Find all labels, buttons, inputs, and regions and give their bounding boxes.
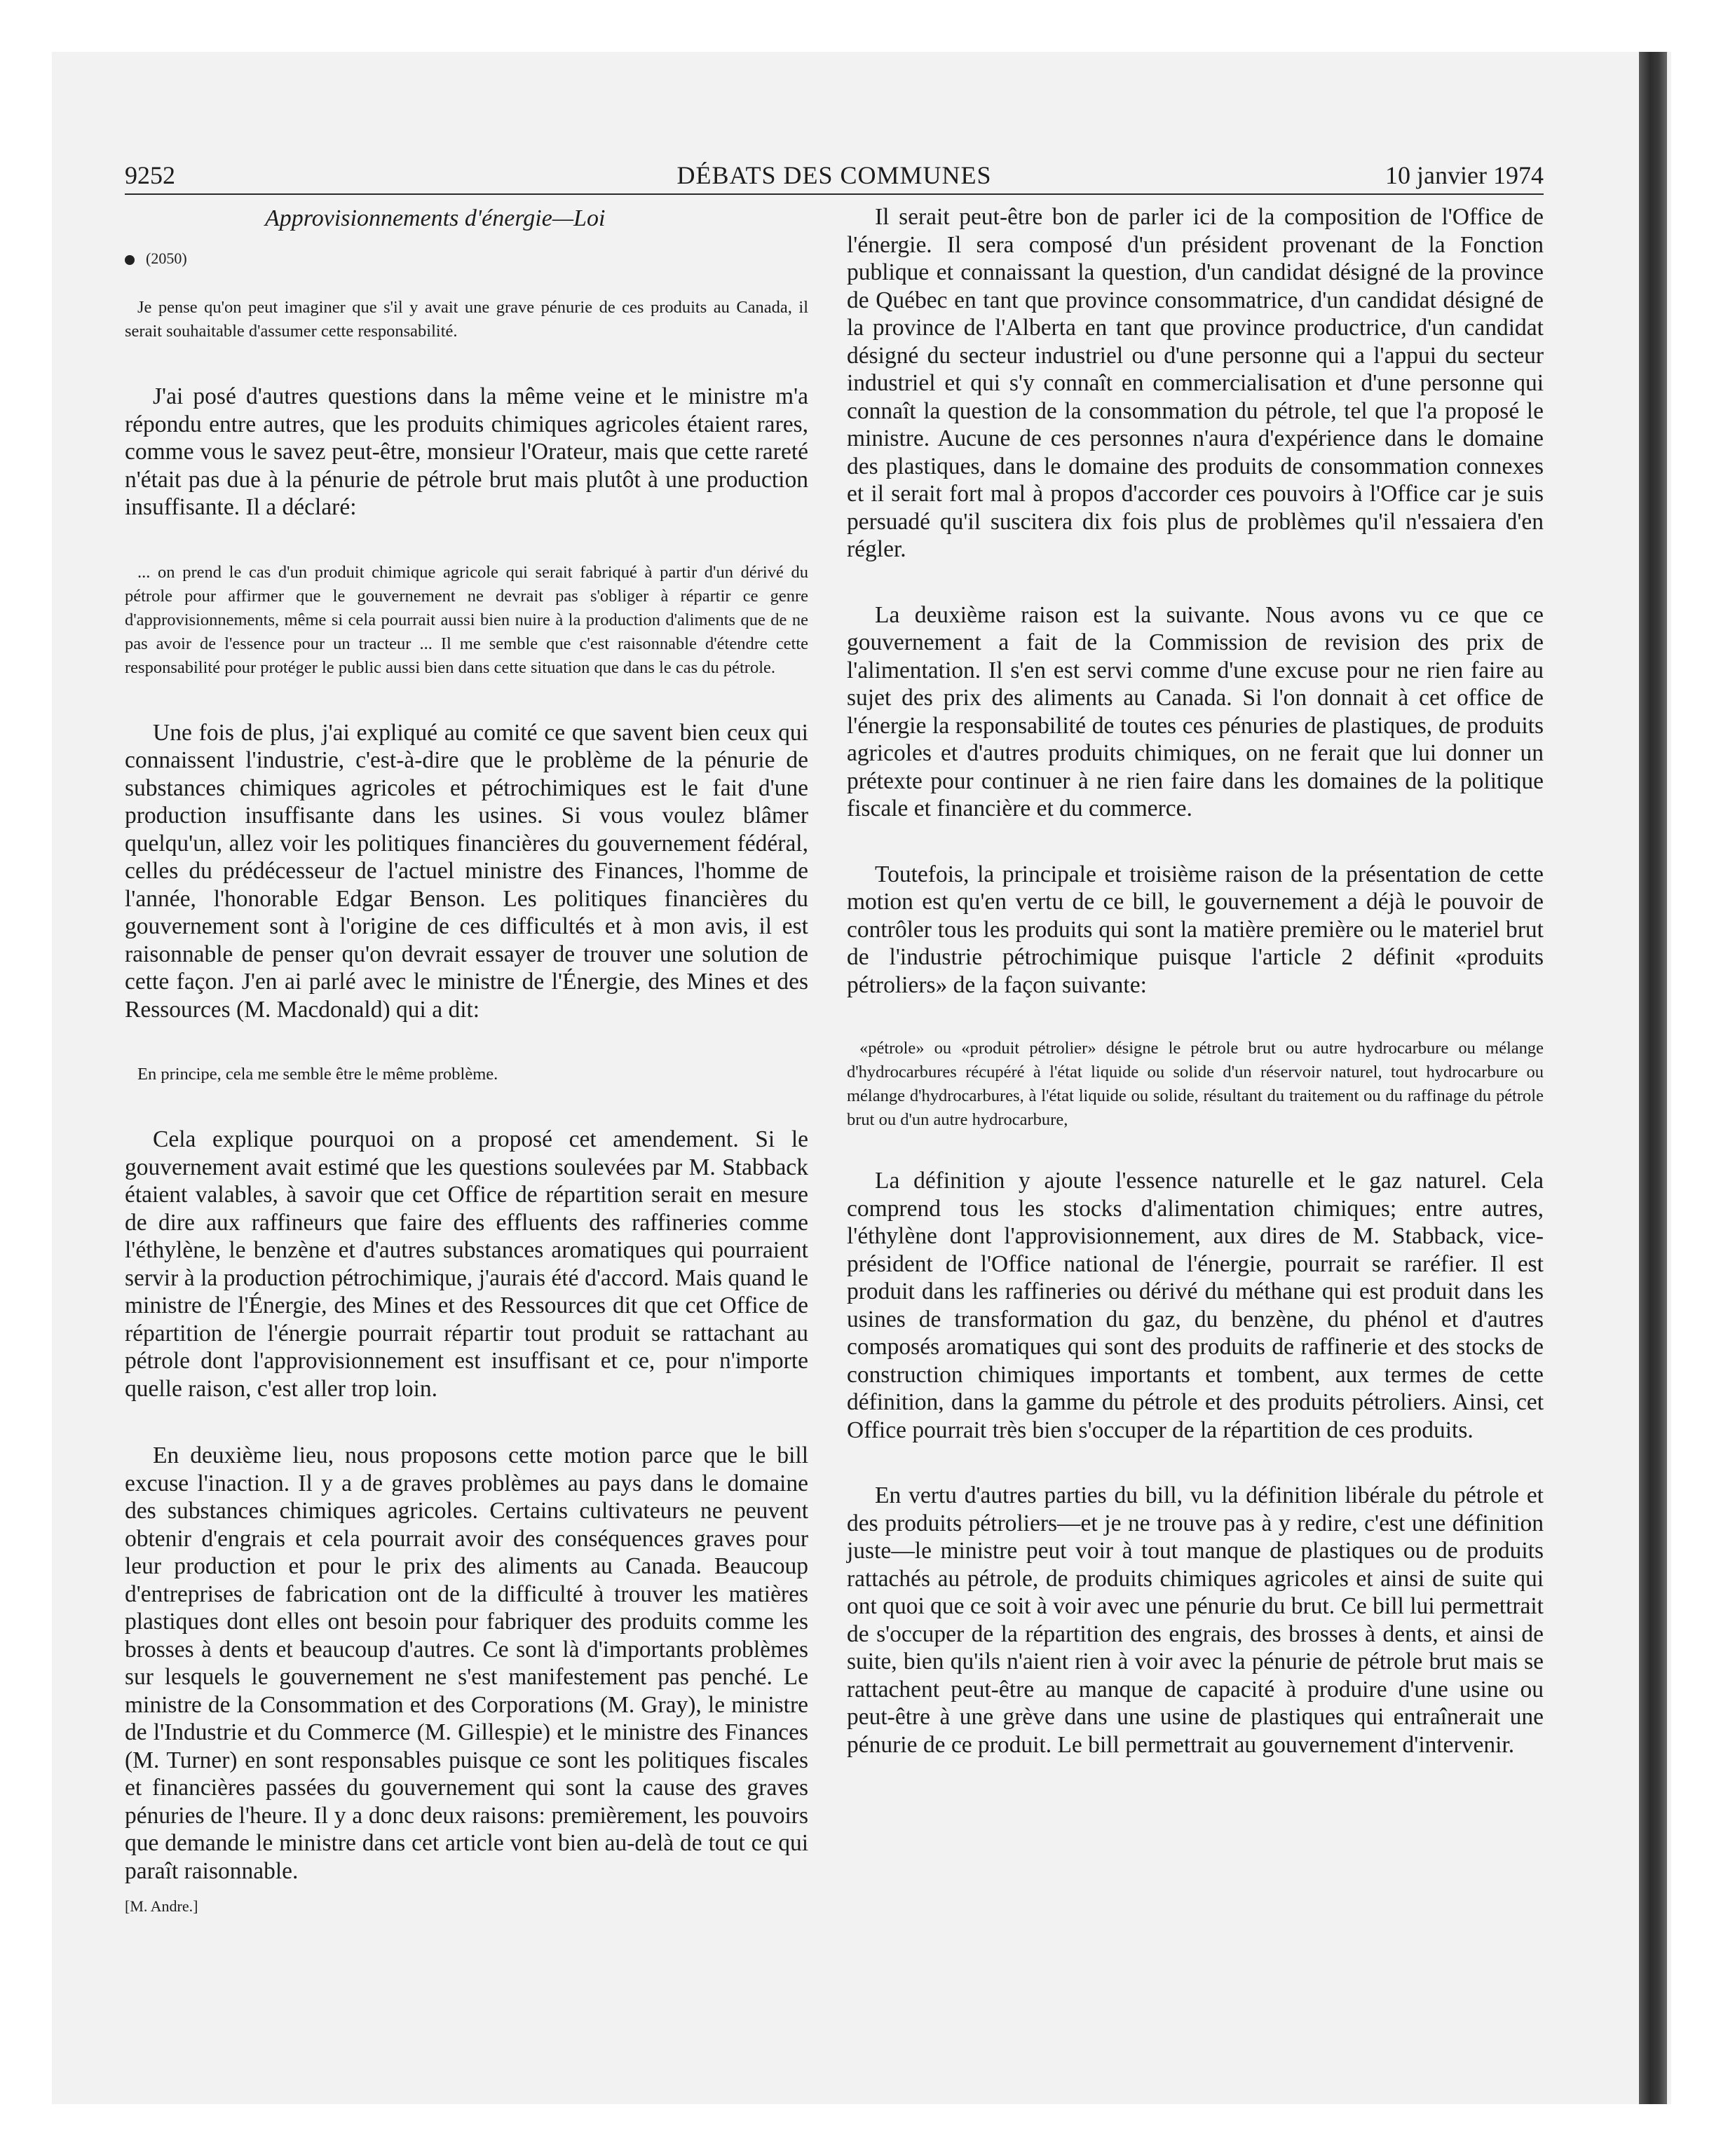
body-paragraph: Une fois de plus, j'ai expliqué au comité ce que savent bien ceux qui connaissent l'industrie, c'est-à-dire que le problème de la pénurie de substances chimiques agricoles et pétrochimiques est le fait d'une production insuffisante dans les usines. Si vous voulez blâmer quelqu'un, allez voir les politiques financières du gouvernement fédéral, celles du prédécesseur de l'actuel ministre des Finances, l'homme de l'année, l'honorable Edgar Benson. Les politiques financières du gouvernement sont à l'origine de ces difficultés et à mon avis, il est raisonnable de penser qu'on devrait essayer de trouver une solution de cette façon. J'en ai parlé avec le ministre de l'Énergie, des Mines et des Ressources (M. Macdonald) qui a dit: <box>125 719 808 1023</box>
body-paragraph: En deuxième lieu, nous proposons cette motion parce que le bill excuse l'inaction. Il y a de graves problèmes au pays dans le domaine des substances chimiques agricoles. Certains cultivateurs ne peuvent obtenir d'engrais et cela pourrait avoir des conséquences graves pour leur production et pour le prix des aliments au Canada. Beaucoup d'entreprises de fabrication ont de la difficulté à trouver les matières plastiques dont elles ont besoin pour fabriquer des produits comme les brosses à dents et beaucoup d'autres. Ce sont là d'importants problèmes sur lesquels le gouvernement ne s'est manifestement pas penché. Le ministre de la Consommation et des Corporations (M. Gray), le ministre de l'Industrie et du Commerce (M. Gillespie) et le ministre des Finances (M. Turner) en sont responsables puisque ce sont les politiques fiscales et financières passées du gouvernement qui sont la cause des graves pénuries de l'heure. Il y a donc deux raisons: premièrement, les pouvoirs que demande le ministre dans cet article vont bien au-delà de tout ce qui paraît raisonnable. <box>125 1442 808 1884</box>
bullet-dot-icon <box>125 255 135 265</box>
page-header <box>125 158 1544 195</box>
quote-paragraph: «pétrole» ou «produit pétrolier» désigne le pétrole brut ou autre hydrocarbure ou mélange d'hydrocarbures récupéré à l'état liquide ou solide d'un réservoir naturel, tout hydrocarbure ou mélange d'hydrocarbures, à l'état liquide ou solide, résultant du traitement ou du raffinage du pétrole brut ou d'un autre hydrocarbure, <box>847 1039 1544 1129</box>
page-number: 9252 <box>125 161 175 189</box>
body-paragraph: Toutefois, la principale et troisième raison de la présentation de cette motion est qu'en vertu de ce bill, le gouvernement a déjà le pouvoir de contrôler tous les produits qui sont la matière première ou le materiel brut de l'industrie pétrochimique puisque l'article 2 définit «produits pétroliers» de la façon suivante: <box>847 861 1544 998</box>
right-column <box>847 203 1544 1796</box>
body-paragraph: La définition y ajoute l'essence naturelle et le gaz naturel. Cela comprend tous les stocks d'alimentation chimiques; entre autres, l'éthylène dont l'approvisionnement, aux dires de M. Stabback, vice-président de l'Office national de l'énergie, pourrait se raréfier. Il est produit dans les raffineries ou dérivé du méthane qui est produit dans les usines de transformation du gaz, du benzène, du phénol et d'autres composés aromatiques qui sont des produits de raffinerie et des stocks de construction chimiques importants et tombent, aux termes de cette définition, dans la gamme du pétrole et des produits pétroliers. Ainsi, cet Office pourrait très bien s'occuper de la répartition de ces produits. <box>847 1168 1544 1443</box>
left-column <box>125 203 808 1917</box>
quote-paragraph: Je pense qu'on peut imaginer que s'il y avait une grave pénurie de ces produits au Canada, il serait souhaitable d'assumer cette responsabilité. <box>125 298 808 341</box>
publication-title: DÉBATS DES COMMUNES <box>676 161 992 189</box>
quote-paragraph: ... on prend le cas d'un produit chimique agricole qui serait fabriqué à partir d'un dérivé du pétrole pour affirmer que le gouvernement ne devrait pas s'obliger à répartir ce genre d'approvisionnements, même si cela pourrait aussi bien nuire à la production d'aliments que de ne pas avoir de l'essence pour un tracteur ... Il me semble que c'est raisonnable d'étendre cette responsabilité pour protéger le public aussi bien dans cette situation que dans le cas du pétrole. <box>125 562 808 677</box>
quote-paragraph: En principe, cela me semble être le même problème. <box>137 1065 498 1084</box>
body-paragraph: Il serait peut-être bon de parler ici de la composition de l'Office de l'énergie. Il sera composé d'un président provenant de la Fonction publique et connaissant la question, d'un candidat désigné de la province de Québec en tant que province consommatrice, d'un candidat désigné de la province de l'Alberta en tant que province productrice, d'un candidat désigné du secteur industriel ou d'une personne qui a l'appui du secteur industriel et qui s'y connaît en commercialisation et d'une personne qui connaît la question de la consommation du pétrole, tel que l'a proposé le ministre. Aucune de ces personnes n'aura d'expérience dans le domaine des plastiques, dans le domaine des produits de consommation connexes et il serait fort mal à propos d'accorder ces pouvoirs à l'Office car je suis persuadé qu'il suscitera dix fois plus de problèmes qu'il n'essaiera d'en régler. <box>847 204 1544 562</box>
speaker-attribution: [M. Andre.] <box>125 1897 198 1915</box>
body-paragraph: La deuxième raison est la suivante. Nous avons vu ce que ce gouvernement a fait de la Commission de revision des prix de l'alimentation. Il s'en est servi comme d'une excuse pour ne rien faire au sujet des prix des aliments au Canada. Si l'on donnait à cet office de l'énergie la responsabilité de toutes ces pénuries de plastiques, de produits agricoles et d'autres produits chimiques, on ne ferait que lui donner un prétexte pour continuer à ne rien faire dans les domaines de la politique fiscale et financière et du commerce. <box>847 601 1544 821</box>
body-paragraph: En vertu d'autres parties du bill, vu la définition libérale du pétrole et des produits pétroliers—et je ne trouve pas à y redire, c'est une définition juste—le ministre peut voir à tout manque de plastiques ou de produits rattachés au pétrole, de produits chimiques agricoles et ainsi de suite qui ont quoi que ce soit à voir avec une pénurie du brut. Ce bill lui permettrait de s'occuper de la répartition des engrais, des brosses à dents, et ainsi de suite, bien qu'ils n'aient rien à voir avec la pénurie de pétrole brut mais se rattachent peut-être au manque de capacité à produire d'une usine ou peut-être à une grève dans une usine de plastiques qui entraînerait une pénurie de ce produit. Le bill permettrait au gouvernement d'intervenir. <box>847 1482 1544 1758</box>
time-stamp-text: (2050) <box>146 250 187 267</box>
scan-edge-shadow <box>1639 52 1667 2104</box>
body-paragraph: Cela explique pourquoi on a proposé cet amendement. Si le gouvernement avait estimé que les questions soulevées par M. Stabback étaient valables, à savoir que cet Office de répartition serait en mesure de dire aux raffineurs que faire des effluents des raffineries comme l'éthylène, le benzène et d'autres substances aromatiques qui pourraient servir à la production pétrochimique, j'aurais été d'accord. Mais quand le ministre de l'Énergie, des Mines et des Ressources dit que cet Office de répartition de l'énergie pourrait répartir tout produit se rattachant au pétrole dont l'approvisionnement est insuffisant et ce, pour n'importe quelle raison, c'est aller trop loin. <box>125 1126 808 1402</box>
time-stamp <box>125 247 808 271</box>
bill-subtitle: Approvisionnements d'énergie—Loi <box>265 205 606 231</box>
body-paragraph: J'ai posé d'autres questions dans la même veine et le ministre m'a répondu entre autres, que les produits chimiques agricoles étaient rares, comme vous le savez peut-être, monsieur l'Orateur, mais que cette rareté n'était pas due à la pénurie de pétrole brut mais plutôt à une production insuffisante. Il a déclaré: <box>125 383 808 520</box>
publication-date: 10 janvier 1974 <box>1385 161 1544 189</box>
